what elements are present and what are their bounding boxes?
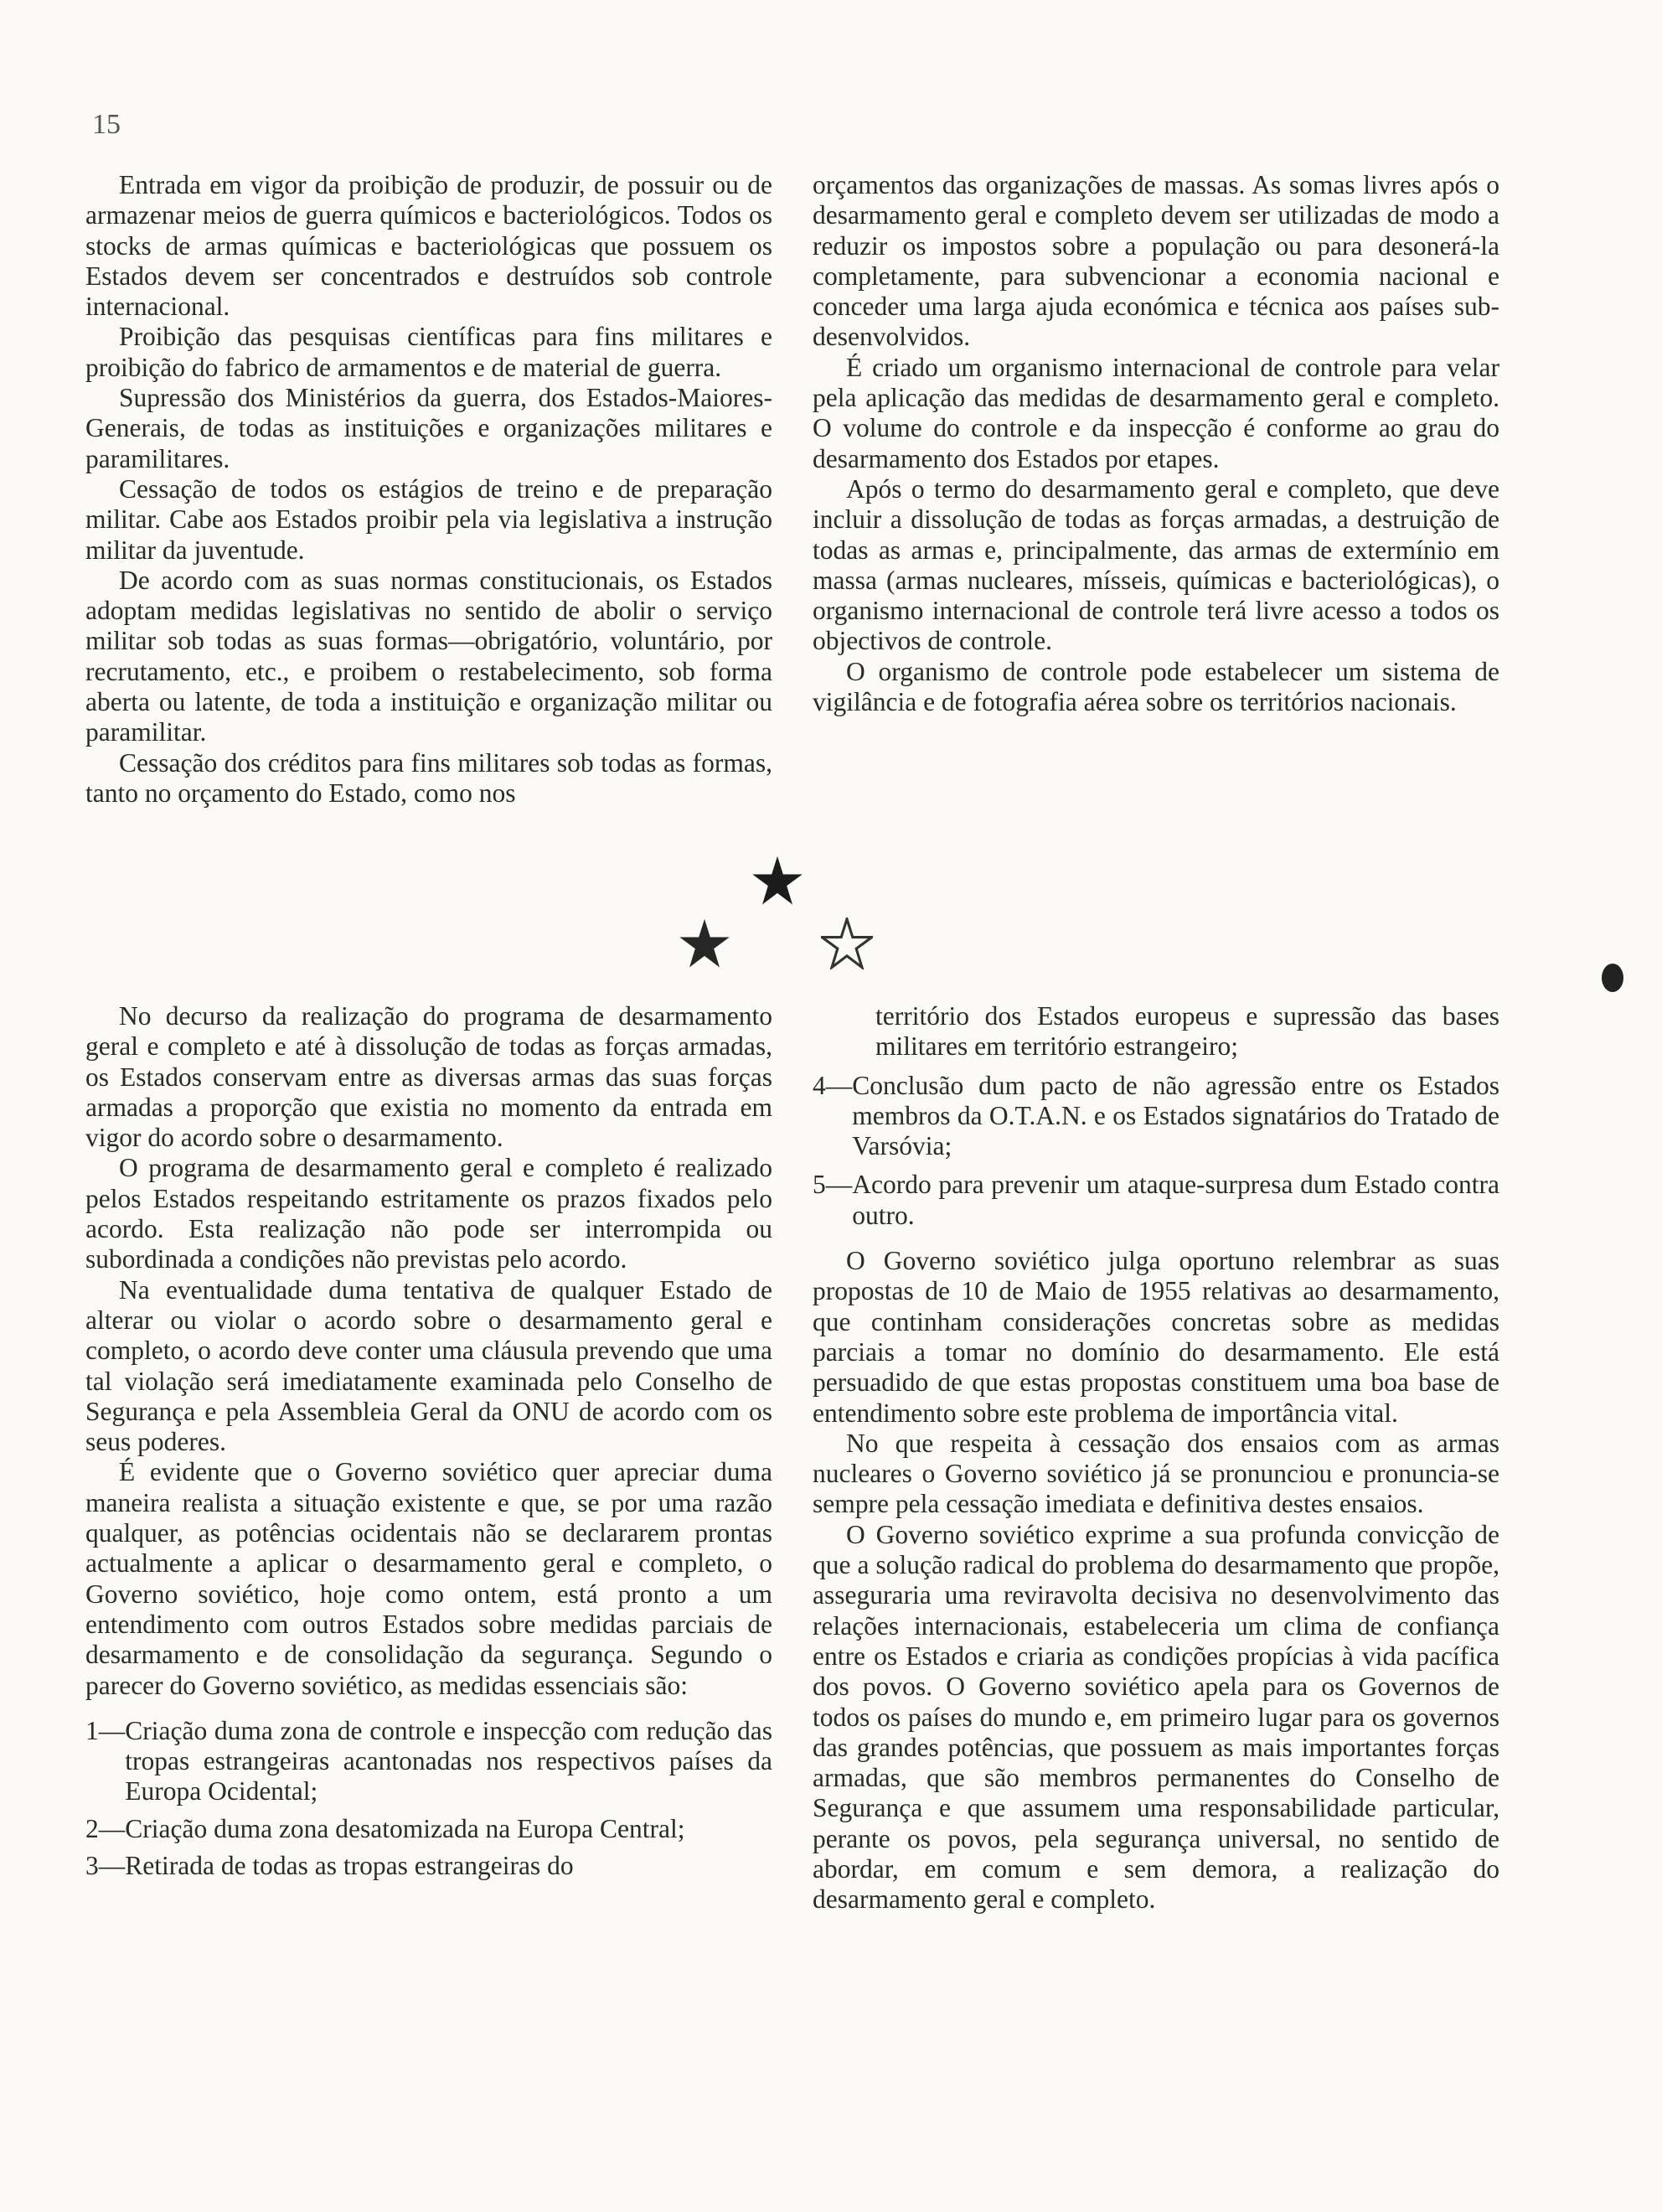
paragraph: O programa de desarmamento geral e completo é realizado pelos Estados respeitando estritamente os prazos fixados pelo acordo. Esta realização não pode ser interrompida ou subordinada a condições não previstas pelo acordo.: [85, 1153, 772, 1274]
paragraph: Entrada em vigor da proibição de produzir, de possuir ou de armazenar meios de guerra químicos e bacteriológicos. Todos os stocks de armas químicas e bacteriológicas que possuem os Estados devem ser concentrados e destruídos sob controle internacional.: [85, 170, 772, 322]
list-number: 5—: [813, 1170, 853, 1200]
star-icon: [821, 917, 873, 969]
paragraph: orçamentos das organizações de massas. As somas livres após o desarmamento geral e completo devem ser utilizadas de modo a reduzir os impostos sobre a população ou para desonerá-la completamente, para subvencionar a economia nacional e conceder uma larga ajuda económica e técnica aos países sub-desenvolvidos.: [813, 170, 1499, 352]
list-text: Criação duma zona de controle e inspecção com redução das tropas estrangeiras acantonadas nos respectivos países da Europa Ocidental;: [125, 1715, 772, 1806]
list-number: 4—: [813, 1070, 853, 1100]
ink-blot: [1602, 964, 1623, 992]
paragraph: Na eventualidade duma tentativa de qualquer Estado de alterar ou violar o acordo sobre o desarmamento geral e completo, o acordo deve conter uma cláusula prevendo que uma tal violação será imediatamente examinada pelo Conselho de Segurança e pela Assembleia Geral da ONU de acordo com os seus poderes.: [85, 1274, 772, 1457]
list-text: Retirada de todas as tropas estrangeiras do: [125, 1851, 574, 1881]
paragraph: O organismo de controle pode estabelecer um sistema de vigilância e de fotografia aérea sobre os territórios nacionais.: [813, 656, 1499, 717]
paragraph: De acordo com as suas normas constitucionais, os Estados adoptam medidas legislativas no sentido de abolir o serviço militar sob todas as suas formas—obrigatório, voluntário, por recrutamento, etc., e proibem o restabelecimento, sob forma aberta ou latente, de toda a instituição e organização militar ou paramilitar.: [85, 565, 772, 747]
page-number: 15: [92, 109, 121, 140]
list-continuation: território dos Estados europeus e supressão das bases militares em território estrangeiro;: [875, 1001, 1499, 1062]
paragraph: É evidente que o Governo soviético quer apreciar duma maneira realista a situação existente e que, se por uma razão qualquer, as potências ocidentais não se declararem prontas actualmente a aplicar o desarmamento geral e completo, o Governo soviético, hoje como ontem, está pronto a um entendimento com outros Estados sobre medidas parciais de desarmamento e de consolidação da segurança. Segundo o parecer do Governo soviético, as medidas essenciais são:: [85, 1457, 772, 1700]
paragraph: No decurso da realização do programa de desarmamento geral e completo e até à dissolução de todas as forças armadas, os Estados conservam entre as diversas armas das suas forças armadas a proporção que existia no momento da entrada em vigor do acordo sobre o desarmamento.: [85, 1001, 772, 1153]
star-icon: [679, 917, 730, 969]
paragraph: No que respeita à cessação dos ensaios com as armas nucleares o Governo soviético já se pronunciou e pronuncia-se sempre pela cessação imediata e definitiva destes ensaios.: [813, 1428, 1499, 1519]
paragraph: O Governo soviético julga oportuno relembrar as suas propostas de 10 de Maio de 1955 relativas ao desarmamento, que continham considerações concretas sobre as medidas parciais a tomar no domínio do desarmamento. Ele está persuadido de que estas propostas constituem uma boa base de entendimento sobre este problema de importância vital.: [813, 1246, 1499, 1428]
list-item: [813, 1071, 1499, 1162]
list-item: [85, 1716, 772, 1807]
list-text: Conclusão dum pacto de não agressão entre os Estados membros da O.T.A.N. e os Estados signatários do Tratado de Varsóvia;: [852, 1070, 1499, 1161]
paragraph: Proibição das pesquisas científicas para fins militares e proibição do fabrico de armamentos e de material de guerra.: [85, 322, 772, 382]
paragraph: É criado um organismo internacional de controle para velar pela aplicação das medidas de desarmamento geral e completo. O volume do controle e da inspecção é conforme ao grau do desarmamento dos Estados por etapes.: [813, 352, 1499, 473]
list-item: [813, 1170, 1499, 1231]
list-number: 3—: [85, 1851, 126, 1881]
list-number: 2—: [85, 1813, 126, 1843]
list-text: Acordo para prevenir um ataque-surpresa dum Estado contra outro.: [852, 1170, 1499, 1230]
list-item: [85, 1814, 772, 1844]
star-icon: [751, 855, 803, 907]
column-top-left: [85, 170, 772, 809]
list-number: 1—: [85, 1715, 126, 1745]
paragraph: Cessação dos créditos para fins militares sob todas as formas, tanto no orçamento do Estado, como nos: [85, 747, 772, 808]
paragraph: O Governo soviético exprime a sua profunda convicção de que a solução radical do problema do desarmamento que propõe, asseguraria uma reviravolta decisiva no desenvolvimento das relações internacionais, estabeleceria um clima de confiança entre os Estados e criaria as condições propícias à vida pacífica dos povos. O Governo soviético apela para os Governos de todos os países do mundo e, em primeiro lugar para os governos das grandes potências, que possuem as mais importantes forças armadas, que são membros permanentes do Conselho de Segurança e que assumem uma responsabilidade particular, perante os povos, pela segurança universal, no sentido de abordar, em comum e sem demora, a realização do desarmamento geral e completo.: [813, 1519, 1499, 1915]
list-text: Criação duma zona desatomizada na Europa Central;: [125, 1813, 685, 1843]
paragraph: Cessação de todos os estágios de treino e de preparação militar. Cabe aos Estados proibir pela via legislativa a instrução militar da juventude.: [85, 473, 772, 565]
column-top-right: [813, 170, 1499, 717]
column-bottom-left: [85, 1001, 772, 1881]
list-item: [85, 1851, 772, 1881]
paragraph: Após o termo do desarmamento geral e completo, que deve incluir a dissolução de todas as forças armadas, a destruição de todas as armas e, principalmente, das armas de extermínio em massa (armas nucleares, mísseis, químicas e bacteriológicas), o organismo internacional de controle terá livre acesso a todos os objectivos de controle.: [813, 473, 1499, 656]
column-bottom-right: [813, 1001, 1499, 1915]
paragraph: Supressão dos Ministérios da guerra, dos Estados-Maiores-Generais, de todas as instituições e organizações militares e paramilitares.: [85, 383, 772, 473]
